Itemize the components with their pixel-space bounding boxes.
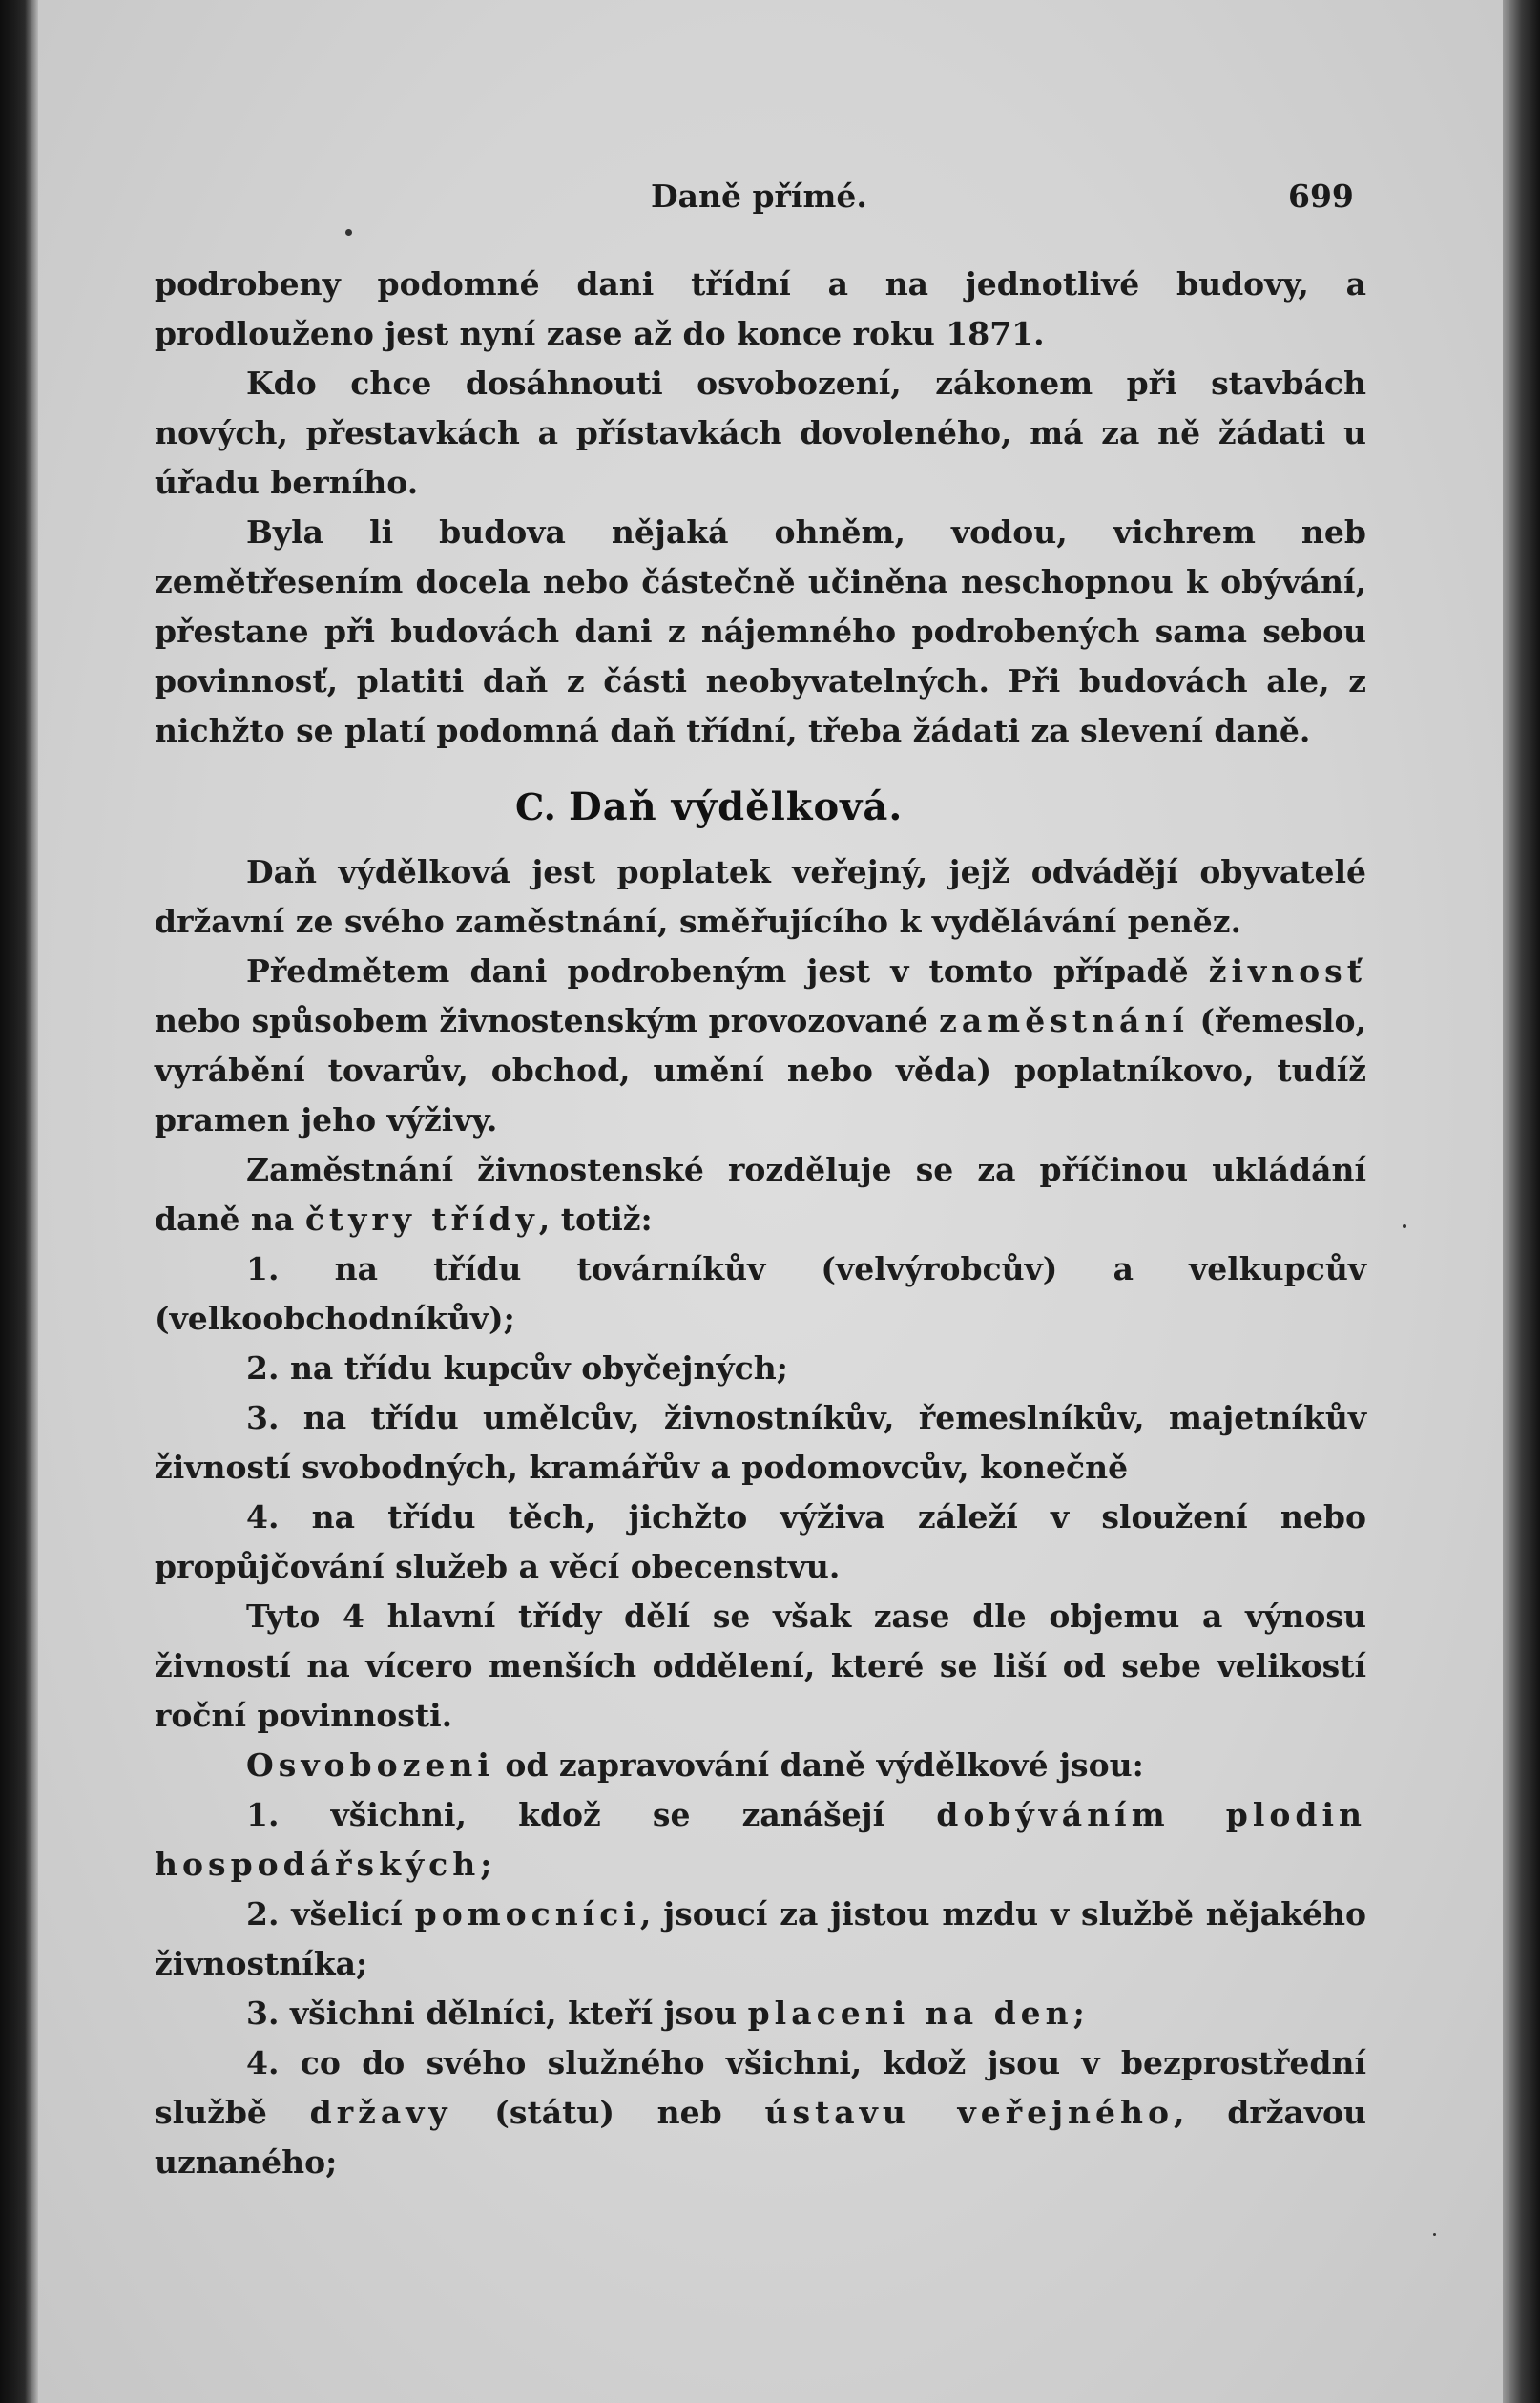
paragraph	[155, 1145, 1366, 1244]
paragraph: Kdo chce dosáhnouti osvobození, zákonem při stavbách nových, přestavkách a přístavkách dovoleného, má za ně žádati u úřadu berního.	[155, 365, 1366, 501]
list-item	[155, 1989, 1366, 2038]
paragraph	[155, 1741, 1366, 1790]
print-speck	[345, 229, 352, 236]
paragraph: Byla li budova nějaká ohněm, vodou, vichrem neb zemětřesením docela nebo částečně učiněna neschopnou k obývání, přestane při budovách dani z nájemného podrobených sama sebou povinnosť, platiti daň z části neobyvatelných. Při budovách ale, z nichžto se platí podomná daň třídní, třeba žádati za slevení daně.	[155, 513, 1366, 749]
text-run: ;	[1072, 1995, 1085, 2032]
section-letter: C.	[515, 785, 556, 828]
text-run: ;	[480, 1846, 492, 1883]
paragraph: Daň výdělková jest poplatek veřejný, jejž odvádějí obyvatelé državní ze svého zaměstnání, směřujícího k vydělávání peněz.	[155, 853, 1366, 940]
section-1-text	[155, 260, 1366, 756]
text-run: nebo spůsobem živnostenským provozované	[155, 1002, 940, 1039]
spaced-term: državy	[309, 2094, 452, 2131]
list-item: 3. na třídu umělcův, živnostníkův, řemeslníkův, majetníkův živností svobodných, kramářův a podomovcův, konečně	[155, 1399, 1366, 1486]
spaced-term: čtyry třídy	[304, 1201, 539, 1238]
running-header-title: Daně přímé.	[651, 178, 867, 215]
paragraph	[155, 947, 1366, 1145]
text-run: 2. všelicí	[246, 1895, 415, 1933]
print-speck	[1403, 1224, 1406, 1228]
text-run: Zaměstnání živnostenské rozděluje se za příčinou ukládání daně na	[155, 1151, 1366, 1238]
print-speck	[1433, 2233, 1436, 2236]
list-item: 4. na třídu těch, jichžto výživa záleží v sloužení nebo propůjčování služeb a věcí obecenstvu.	[155, 1498, 1366, 1585]
text-run: , državou uznaného;	[155, 2094, 1367, 2181]
paragraph: podrobeny podomné dani třídní a na jednotlivé budovy, a prodlouženo jest nyní zase až do konce roku 1871.	[155, 265, 1366, 352]
text-run: (řemeslo, vyrábění tovarův, obchod, umění nebo věda) poplatníkovo, tudíž pramen jeho výživy.	[155, 1002, 1366, 1139]
text-run: , jsoucí za jistou mzdu v službě nějakého živnostníka;	[155, 1895, 1366, 1982]
section-heading	[515, 784, 992, 829]
paragraph: Tyto 4 hlavní třídy dělí se však zase dle objemu a výnosu živností na vícero menších oddělení, které se liší od sebe velikostí roční povinnosti.	[155, 1598, 1366, 1734]
text-run: , totiž:	[538, 1201, 653, 1238]
list-item: 2. na třídu kupcův obyčejných;	[246, 1349, 788, 1387]
list-item	[155, 1890, 1366, 1989]
section-2-text	[155, 847, 1366, 2187]
book-page	[38, 0, 1503, 2403]
list-item	[155, 1790, 1366, 1890]
spaced-term: dobýváním plodin hospodářských	[155, 1796, 1366, 1883]
text-run: 4. co do svého služného všichni, kdož jsou v bezprostřední službě	[155, 2044, 1366, 2131]
spaced-term: Osvobozeni	[246, 1746, 494, 1784]
text-run: Předmětem dani podrobeným jest v tomto případě	[246, 952, 1209, 990]
list-item	[155, 2038, 1366, 2187]
spaced-term: pomocníci	[414, 1895, 640, 1933]
spaced-term: živnosť	[1208, 952, 1366, 990]
spaced-term: zaměstnání	[939, 1002, 1189, 1039]
text-run: 3. všichni dělníci, kteří jsou	[246, 1995, 748, 2032]
text-run: 1. všichni, kdož se zanášejí	[246, 1796, 937, 1833]
spaced-term: placeni na den	[747, 1995, 1073, 2032]
section-title: Daň výdělková.	[569, 784, 904, 829]
text-run: (státu) neb	[451, 2094, 765, 2131]
list-item: 1. na třídu továrníkův (velvýrobcův) a velkupcův (velkoobchodníkův);	[155, 1250, 1366, 1337]
spaced-term: ústavu veřejného	[764, 2094, 1175, 2131]
page-number: 699	[1288, 178, 1354, 215]
text-run: od zapravování daně výdělkové jsou:	[493, 1746, 1144, 1784]
